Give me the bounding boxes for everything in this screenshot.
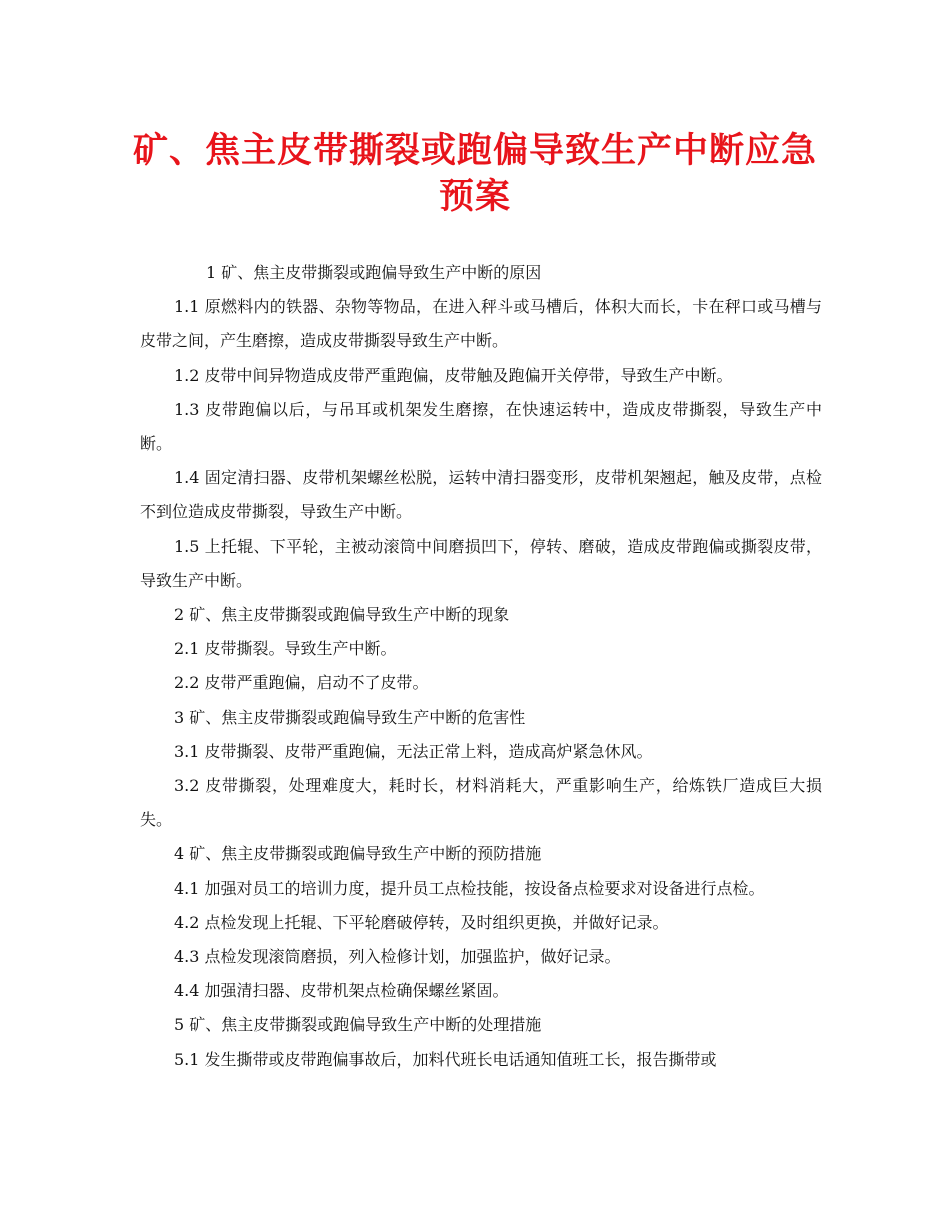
section-heading-2: 2 矿、焦主皮带撕裂或跑偏导致生产中断的现象 <box>174 605 510 625</box>
paragraph-4-2: 4.2 点检发现上托辊、下平轮磨破停转，及时组织更换，并做好记录。 <box>174 912 669 932</box>
document-body <box>140 256 822 1077</box>
paragraph-5-1: 5.1 发生撕带或皮带跑偏事故后，加料代班长电话通知值班工长，报告撕带或 <box>174 1049 717 1069</box>
paragraph-1-1: 1.1 原燃料内的铁器、杂物等物品，在进入秤斗或马槽后，体积大而长，卡在秤口或马槽与皮带之间，产生磨擦，造成皮带撕裂导致生产中断。 <box>140 297 822 351</box>
paragraph-4-1: 4.1 加强对员工的培训力度，提升员工点检技能，按设备点检要求对设备进行点检。 <box>174 878 765 898</box>
paragraph-1-3: 1.3 皮带跑偏以后，与吊耳或机架发生磨擦，在快速运转中，造成皮带撕裂，导致生产中断。 <box>140 399 822 454</box>
title-line-2: 预案 <box>438 176 511 217</box>
paragraph-4-3: 4.3 点检发现滚筒磨损，列入检修计划，加强监护，做好记录。 <box>174 947 621 967</box>
paragraph-3-1: 3.1 皮带撕裂、皮带严重跑偏，无法正常上料，造成高炉紧急休风。 <box>174 741 653 761</box>
section-heading-1: 1 矿、焦主皮带撕裂或跑偏导致生产中断的原因 <box>206 263 542 282</box>
paragraph-1-5: 1.5 上托辊、下平轮，主被动滚筒中间磨损凹下，停转、磨破，造成皮带跑偏或撕裂皮带，导致生产中断。 <box>140 536 822 590</box>
paragraph-1-2: 1.2 皮带中间异物造成皮带严重跑偏，皮带触及跑偏开关停带，导致生产中断。 <box>174 365 733 385</box>
document-title <box>120 128 830 220</box>
paragraph-2-1: 2.1 皮带撕裂。导致生产中断。 <box>174 639 397 659</box>
paragraph-3-2: 3.2 皮带撕裂，处理难度大，耗时长，材料消耗大，严重影响生产，给炼铁厂造成巨大损失。 <box>140 776 822 830</box>
paragraph-4-4: 4.4 加强清扫器、皮带机架点检确保螺丝紧固。 <box>174 981 509 1001</box>
section-heading-5: 5 矿、焦主皮带撕裂或跑偏导致生产中断的处理措施 <box>174 1015 542 1035</box>
paragraph-2-2: 2.2 皮带严重跑偏，启动不了皮带。 <box>174 673 429 693</box>
title-line-1: 矿、焦主皮带撕裂或跑偏导致生产中断应急 <box>132 130 817 171</box>
paragraph-1-4: 1.4 固定清扫器、皮带机架螺丝松脱，运转中清扫器变形，皮带机架翘起，触及皮带，点检不到位造成皮带撕裂，导致生产中断。 <box>140 468 822 522</box>
section-heading-4: 4 矿、焦主皮带撕裂或跑偏导致生产中断的预防措施 <box>174 844 542 864</box>
section-heading-3: 3 矿、焦主皮带撕裂或跑偏导致生产中断的危害性 <box>174 707 526 727</box>
